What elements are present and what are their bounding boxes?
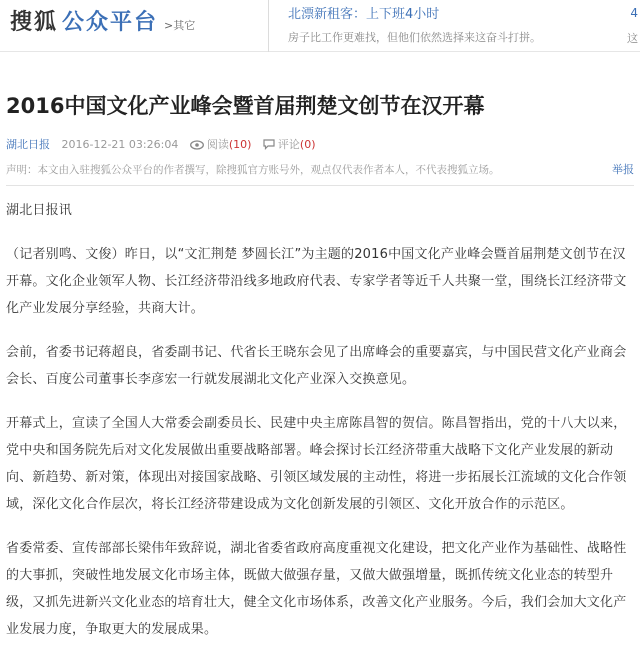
disclaimer	[6, 162, 634, 178]
article-source-link[interactable]: 湖北日报	[6, 138, 50, 151]
edge-number: 4	[630, 6, 638, 20]
paragraph: 会前，省委书记蒋超良，省委副书记、代省长王晓东会见了出席峰会的重要嘉宾，与中国民营文化产业商会会长、百度公司董事长李彦宏一行就发展湖北文化产业深入交换意见。	[6, 345, 627, 387]
logo-platform-text: 公众平台	[62, 10, 159, 35]
comments-link[interactable]: 评论	[277, 138, 300, 151]
edge-text: 这	[627, 32, 638, 45]
reads-count: (10)	[228, 138, 252, 151]
top-bar	[0, 0, 640, 52]
article-meta	[6, 137, 634, 155]
promo-title-link[interactable]: 北漂新租客：上下班4小时	[288, 7, 440, 22]
disclaimer-text: 声明：本文由入驻搜狐公众平台的作者撰写，除搜狐官方账号外，观点仅代表作者本人，不代表搜狐立场。	[6, 164, 500, 176]
promo-banner[interactable]	[288, 6, 640, 50]
article-body	[6, 197, 634, 660]
promo-subtitle: 房子比工作更难找，但他们依然选择来这奋斗打拼。	[288, 31, 541, 44]
comments-count[interactable]: (0)	[299, 138, 316, 151]
paragraph: 开幕式上，宣读了全国人大常委会副委员长、民建中央主席陈昌智的贺信。陈昌智指出，党的十八大以来，党中央和国务院先后对文化发展做出重要战略部署。峰会探讨长江经济带重大战略下文化产业发展的新动向、新趋势、新对策，体现出对接国家战略、引领区域发展的主动性，将进一步拓展长江流域的文化合作领域，深化文化合作层次，将长江经济带建设成为文化创新发展的引领区、文化开放合作的示范区。	[6, 416, 627, 512]
paragraph: 省委常委、宣传部部长梁伟年致辞说，湖北省委省政府高度重视文化建设，把文化产业作为基础性、战略性的大事抓，突破性地发展文化市场主体，既做大做强存量，又做大做强增量，既抓传统文化业态的转型升级，又抓先进新兴文化业态的培育壮大，健全文化市场体系，改善文化产业服务。今后，我们会加大文化产业发展力度，争取更大的发展成果。	[6, 541, 627, 637]
article-datetime: 2016-12-21 03:26:04	[61, 138, 179, 151]
header-divider	[268, 0, 269, 52]
logo-more-link[interactable]: >其它	[164, 19, 196, 32]
logo-sohu-text: 搜狐	[10, 10, 59, 35]
paragraph-byline: 湖北日报讯	[6, 203, 73, 218]
comment-icon	[263, 139, 275, 155]
eye-icon	[190, 139, 204, 155]
paragraph: （记者别鸣、文俊）昨日，以“文汇荆楚 梦圆长江”为主题的2016中国文化产业峰会暨首届荆楚文创节在汉开幕。文化企业领军人物、长江经济带沿线多地政府代表、专家学者等近千人共聚一堂，围绕长江经济带文化产业发展分享经验，共商大计。	[6, 247, 627, 316]
report-link[interactable]: 举报	[612, 163, 634, 176]
sohu-logo[interactable]	[10, 8, 195, 41]
article-title: 2016中国文化产业峰会暨首届荆楚文创节在汉开幕	[6, 94, 485, 118]
divider	[6, 185, 634, 186]
reads-label: 阅读	[206, 138, 229, 151]
